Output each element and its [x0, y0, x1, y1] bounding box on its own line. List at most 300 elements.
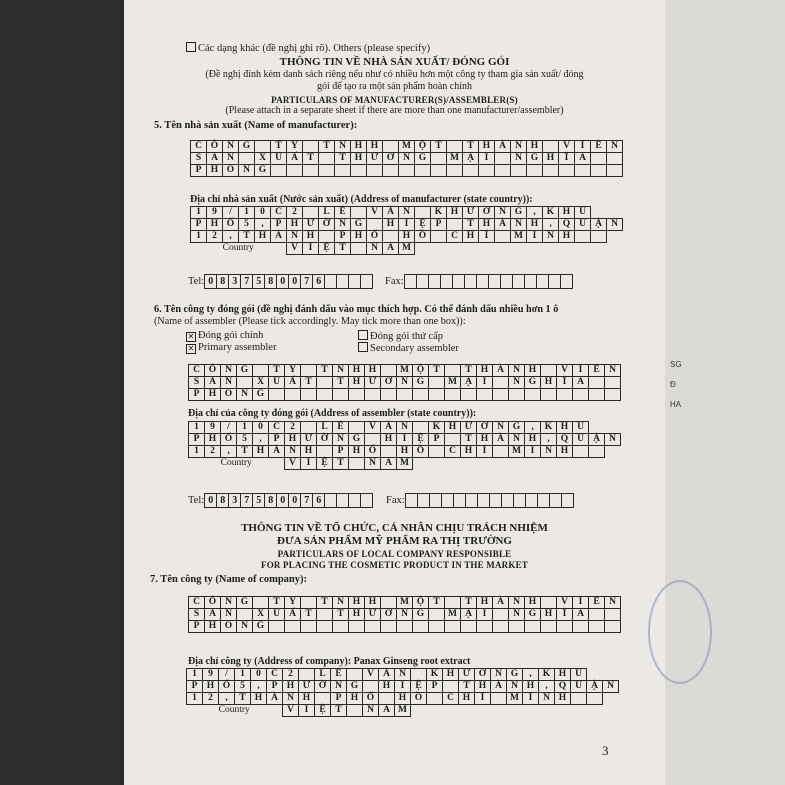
option-primary-en: ✕ Primary assembler [187, 342, 277, 353]
grid-cell [589, 446, 605, 458]
grid-cell [319, 231, 335, 243]
tel-digit-cell: 7 [300, 274, 313, 289]
grid-cell [431, 153, 447, 165]
grid-cell: G [237, 365, 253, 377]
grid-cell [447, 141, 463, 153]
grid-cell [269, 389, 285, 401]
grid-cell: , [255, 219, 271, 231]
grid-cell: N [239, 165, 255, 177]
grid-cell: Ơ [479, 207, 495, 219]
grid-cell: V [363, 669, 379, 681]
grid-cell: 1 [191, 231, 207, 243]
grid-cell: V [365, 422, 381, 434]
grid-cell [445, 389, 461, 401]
tel-digit-cell: 8 [216, 493, 229, 508]
grid-cell: 1 [187, 669, 203, 681]
country-cell: A [383, 243, 399, 255]
grid-cell: À [493, 365, 509, 377]
grid-row [189, 389, 621, 401]
grid-cell: H [349, 377, 365, 389]
grid-cell: H [367, 141, 383, 153]
grid-cell: H [395, 693, 411, 705]
grid-cell: H [475, 681, 491, 693]
grid-cell: I [523, 693, 539, 705]
grid-cell: T [317, 597, 333, 609]
grid-cell: N [493, 422, 509, 434]
grid-cell: N [221, 377, 237, 389]
grid-cell [413, 422, 429, 434]
grid-cell: Y [285, 597, 301, 609]
grid-cell [443, 681, 459, 693]
grid-cell [493, 446, 509, 458]
country-cell: V [283, 705, 299, 717]
grid-cell: I [525, 446, 541, 458]
section-5-label: 5. Tên nhà sản xuất (Name of manufacturer): [154, 120, 358, 131]
grid-cell: H [525, 597, 541, 609]
grid-cell: 0 [253, 422, 269, 434]
grid-cell: P [431, 219, 447, 231]
grid-cell: V [367, 207, 383, 219]
grid-cell: Ả [205, 377, 221, 389]
grid-cell: U [575, 219, 591, 231]
grid-cell: Ấ [287, 153, 303, 165]
country-cell: Ệ [317, 458, 333, 470]
grid-cell: Ê [335, 207, 351, 219]
grid-cell: À [269, 446, 285, 458]
grid-cell: N [223, 141, 239, 153]
grid-cell [351, 165, 367, 177]
grid-cell: K [429, 422, 445, 434]
grid-cell: N [603, 681, 619, 693]
grid-cell [463, 165, 479, 177]
grid-cell [429, 621, 445, 633]
grid-cell: G [413, 609, 429, 621]
grid-cell [397, 389, 413, 401]
grid-cell: H [477, 597, 493, 609]
grid-cell: P [331, 693, 347, 705]
grid-cell: T [431, 141, 447, 153]
grid-cell [367, 165, 383, 177]
grid-cell: P [427, 681, 443, 693]
grid-cell: À [267, 693, 283, 705]
grid-cell: Ấ [285, 609, 301, 621]
grid-cell: H [205, 389, 221, 401]
grid-cell: / [219, 669, 235, 681]
grid-cell: H [445, 422, 461, 434]
grid-cell: N [399, 153, 415, 165]
grid-cell [479, 165, 495, 177]
grid-row [189, 609, 621, 621]
grid-cell: N [543, 231, 559, 243]
grid-cell: M [447, 153, 463, 165]
tel-digit-cell: 6 [312, 274, 325, 289]
grid-cell [447, 165, 463, 177]
grid-cell: K [543, 207, 559, 219]
grid-cell: N [607, 141, 623, 153]
grid-cell: U [575, 207, 591, 219]
grid-cell: À [493, 597, 509, 609]
grid-cell: C [443, 693, 459, 705]
grid-cell: H [477, 365, 493, 377]
grid-row [189, 446, 621, 458]
grid-cell: Ư [463, 207, 479, 219]
grid-cell [379, 693, 395, 705]
grid-cell: G [507, 669, 523, 681]
grid-cell: P [269, 434, 285, 446]
grid-cell: H [479, 141, 495, 153]
grid-cell [301, 365, 317, 377]
checkbox-others[interactable] [186, 42, 196, 52]
grid-cell: H [255, 231, 271, 243]
grid-cell: Ồ [413, 446, 429, 458]
grid-cell [605, 609, 621, 621]
grid-cell: 9 [205, 422, 221, 434]
grid-cell: Ố [223, 219, 239, 231]
grid-cell: Ạ [463, 153, 479, 165]
grid-cell: G [415, 153, 431, 165]
grid-cell: P [267, 681, 283, 693]
assembler-fax: Fax: [386, 493, 574, 508]
grid-cell [605, 621, 621, 633]
grid-cell: M [397, 365, 413, 377]
grid-cell [543, 165, 559, 177]
grid-cell: H [365, 597, 381, 609]
grid-cell: M [507, 693, 523, 705]
grid-cell [317, 389, 333, 401]
grid-cell: T [333, 377, 349, 389]
grid-cell [587, 693, 603, 705]
grid-cell [541, 621, 557, 633]
grid-cell [541, 597, 557, 609]
grid-cell: T [461, 597, 477, 609]
grid-cell: 1 [237, 422, 253, 434]
grid-cell: L [317, 422, 333, 434]
grid-cell: Ă [383, 207, 399, 219]
grid-cell: T [303, 153, 319, 165]
country-cell: M [397, 458, 413, 470]
grid-cell: I [477, 609, 493, 621]
grid-cell: Ấ [285, 377, 301, 389]
grid-cell [477, 621, 493, 633]
grid-cell: H [365, 365, 381, 377]
grid-cell: M [397, 597, 413, 609]
grid-cell: , [527, 207, 543, 219]
grid-cell [381, 621, 397, 633]
grid-cell [299, 669, 315, 681]
grid-cell: I [395, 681, 411, 693]
manufacturer-name-grid [190, 140, 623, 177]
grid-cell: Ơ [383, 153, 399, 165]
grid-cell: V [557, 365, 573, 377]
grid-cell: T [269, 365, 285, 377]
grid-cell: A [575, 153, 591, 165]
grid-cell: N [511, 153, 527, 165]
grid-cell [445, 597, 461, 609]
grid-cell: I [477, 377, 493, 389]
grid-cell: G [237, 597, 253, 609]
grid-cell: P [191, 219, 207, 231]
grid-cell [381, 389, 397, 401]
grid-cell [269, 621, 285, 633]
tel-digit-cell: 5 [252, 274, 265, 289]
grid-cell [511, 165, 527, 177]
document-page [124, 0, 665, 785]
grid-cell [237, 609, 253, 621]
grid-cell: U [571, 669, 587, 681]
grid-cell: H [349, 609, 365, 621]
grid-cell [461, 621, 477, 633]
checkbox-secondary-en[interactable] [358, 342, 368, 352]
grid-cell [415, 207, 431, 219]
others-line: Các dạng khác (đề nghị ghi rõ). Others (please specify) [186, 42, 430, 55]
grid-cell: H [349, 597, 365, 609]
grid-cell: Ố [365, 446, 381, 458]
grid-cell: 5 [239, 219, 255, 231]
section-6-label: 6. Tên công ty đóng gói (đề nghị đánh dấu vào mục thích hợp. Có thể đánh dấu nhiều hơn 1 ô [154, 304, 559, 315]
grid-cell: T [463, 219, 479, 231]
grid-cell [573, 389, 589, 401]
country-cell [351, 243, 367, 255]
grid-cell: 9 [203, 669, 219, 681]
grid-cell: C [447, 231, 463, 243]
grid-cell: I [573, 597, 589, 609]
grid-cell: H [541, 609, 557, 621]
grid-cell: H [351, 231, 367, 243]
grid-cell [607, 153, 623, 165]
grid-cell [383, 231, 399, 243]
grid-cell: C [189, 597, 205, 609]
grid-cell: 2 [287, 207, 303, 219]
grid-cell: T [335, 153, 351, 165]
grid-cell [573, 446, 589, 458]
grid-cell: H [207, 219, 223, 231]
grid-cell: N [221, 365, 237, 377]
grid-cell [255, 141, 271, 153]
grid-cell [527, 165, 543, 177]
grid-cell: V [557, 597, 573, 609]
grid-cell: T [301, 609, 317, 621]
grid-cell: N [335, 219, 351, 231]
grid-cell: N [539, 693, 555, 705]
grid-cell: H [525, 365, 541, 377]
grid-cell: H [479, 219, 495, 231]
grid-cell: T [269, 597, 285, 609]
grid-cell: Ậ [587, 681, 603, 693]
grid-cell: H [543, 153, 559, 165]
grid-cell: I [573, 365, 589, 377]
country-label: Country [222, 243, 254, 254]
grid-cell: H [253, 446, 269, 458]
grid-cell: C [445, 446, 461, 458]
grid-cell [605, 389, 621, 401]
grid-cell [559, 165, 575, 177]
manufacturer-heading: THÔNG TIN VỀ NHÀ SẢN XUẤT/ ĐÓNG GÓI [279, 56, 510, 68]
grid-cell: Ạ [461, 377, 477, 389]
grid-cell: T [319, 141, 335, 153]
grid-cell: , [539, 681, 555, 693]
grid-cell: 1 [189, 446, 205, 458]
checkbox-secondary-vi[interactable] [358, 330, 368, 340]
grid-cell: Ê [591, 141, 607, 153]
country-cell: T [333, 458, 349, 470]
tel-digit-cell: 0 [204, 274, 217, 289]
grid-cell: S [191, 153, 207, 165]
grid-cell: U [269, 609, 285, 621]
grid-cell: X [253, 377, 269, 389]
grid-cell: À [495, 141, 511, 153]
grid-row [189, 434, 621, 446]
grid-cell: N [491, 669, 507, 681]
country-cell: N [365, 458, 381, 470]
grid-cell: , [223, 231, 239, 243]
grid-cell: A [573, 377, 589, 389]
grid-cell [253, 597, 269, 609]
grid-cell: Ê [331, 669, 347, 681]
company-heading: THÔNG TIN VỀ TỔ CHỨC, CÁ NHÂN CHỊU TRÁCH NHIỆM [241, 522, 548, 534]
grid-cell: H [399, 231, 415, 243]
grid-cell [351, 207, 367, 219]
grid-cell: L [319, 207, 335, 219]
assembler-name-grid [188, 364, 621, 401]
grid-cell [347, 669, 363, 681]
grid-cell: Ệ [411, 681, 427, 693]
grid-cell: 1 [239, 207, 255, 219]
grid-cell [541, 365, 557, 377]
country-cell [347, 705, 363, 717]
grid-cell: H [203, 681, 219, 693]
grid-cell [335, 165, 351, 177]
grid-cell: H [541, 377, 557, 389]
grid-cell [429, 609, 445, 621]
grid-cell: N [605, 365, 621, 377]
tel-digit-cell: 8 [264, 493, 277, 508]
section-7-address-label: Địa chỉ công ty (Address of company): Panax Ginseng root extract [188, 656, 471, 667]
tel-digit-cell [360, 274, 373, 289]
grid-cell [319, 153, 335, 165]
manufacturer-heading-en: PARTICULARS OF MANUFACTURER(S)/ASSEMBLER(S) [271, 95, 518, 105]
grid-row [191, 141, 623, 153]
grid-cell: M [445, 609, 461, 621]
grid-row [187, 693, 619, 705]
grid-cell [493, 609, 509, 621]
grid-cell: Ô [207, 141, 223, 153]
grid-cell [303, 141, 319, 153]
grid-cell: 2 [285, 422, 301, 434]
grid-cell: H [347, 693, 363, 705]
grid-cell [509, 621, 525, 633]
grid-cell: G [253, 389, 269, 401]
grid-cell: N [221, 609, 237, 621]
grid-cell: U [571, 681, 587, 693]
grid-cell: Q [559, 219, 575, 231]
grid-row [189, 377, 621, 389]
grid-cell [303, 165, 319, 177]
grid-cell: Y [285, 365, 301, 377]
company-heading-en-2: FOR PLACING THE COSMETIC PRODUCT IN THE MARKET [261, 560, 528, 570]
grid-row [189, 621, 621, 633]
grid-cell: H [301, 446, 317, 458]
country-cell [349, 458, 365, 470]
grid-cell: H [381, 434, 397, 446]
grid-cell: G [349, 434, 365, 446]
grid-cell: G [239, 141, 255, 153]
grid-cell: H [559, 207, 575, 219]
grid-cell: Ả [207, 153, 223, 165]
fax-digit-cell [560, 274, 573, 289]
grid-cell: À [493, 434, 509, 446]
grid-cell [317, 621, 333, 633]
grid-cell: Í [475, 693, 491, 705]
grid-cell: Q [557, 434, 573, 446]
section-5-address-label: Địa chỉ nhà sản xuất (Nước sản xuất) (Address of manufacturer (state country)): [190, 194, 533, 205]
country-cell: M [399, 243, 415, 255]
grid-cell: P [189, 621, 205, 633]
grid-cell [271, 165, 287, 177]
grid-cell [397, 621, 413, 633]
grid-cell: Ạ [461, 609, 477, 621]
grid-cell: 1 [187, 693, 203, 705]
grid-cell: C [267, 669, 283, 681]
grid-cell: T [271, 141, 287, 153]
checkbox-primary-en[interactable]: ✕ [187, 344, 195, 353]
grid-cell: I [397, 434, 413, 446]
grid-cell: À [495, 219, 511, 231]
grid-cell [287, 165, 303, 177]
checkbox-primary-vi[interactable]: ✕ [187, 332, 195, 341]
grid-cell: H [207, 165, 223, 177]
grid-cell: G [347, 681, 363, 693]
grid-cell: N [509, 609, 525, 621]
grid-cell [415, 165, 431, 177]
grid-cell: Í [477, 446, 493, 458]
grid-cell: N [395, 669, 411, 681]
grid-cell: Ê [333, 422, 349, 434]
grid-cell [525, 389, 541, 401]
grid-cell: Ĩ [557, 377, 573, 389]
section-6-label-en: (Name of assembler (Please tick accordingly. May tick more than one box)): [154, 316, 466, 327]
grid-cell: U [573, 422, 589, 434]
grid-cell [363, 681, 379, 693]
grid-cell [237, 377, 253, 389]
country-row [191, 243, 623, 255]
grid-cell: , [523, 669, 539, 681]
grid-cell [575, 165, 591, 177]
country-cell: A [379, 705, 395, 717]
grid-cell [573, 621, 589, 633]
grid-cell: Ê [589, 365, 605, 377]
grid-cell: N [397, 422, 413, 434]
grid-cell: N [283, 693, 299, 705]
grid-cell: Y [287, 141, 303, 153]
grid-cell: H [443, 669, 459, 681]
grid-cell [571, 693, 587, 705]
grid-cell: M [399, 141, 415, 153]
grid-cell: N [509, 597, 525, 609]
tel-digit-cell: 7 [240, 493, 253, 508]
grid-cell [493, 389, 509, 401]
country-cell: T [331, 705, 347, 717]
grid-cell: N [285, 446, 301, 458]
grid-cell: Ậ [589, 434, 605, 446]
grid-cell: À [271, 231, 287, 243]
tel-digit-cell: 8 [264, 274, 277, 289]
grid-cell [349, 621, 365, 633]
grid-cell: N [331, 681, 347, 693]
grid-cell: G [511, 207, 527, 219]
grid-cell: H [527, 219, 543, 231]
company-address-grid [186, 668, 619, 717]
grid-cell: Ộ [413, 365, 429, 377]
